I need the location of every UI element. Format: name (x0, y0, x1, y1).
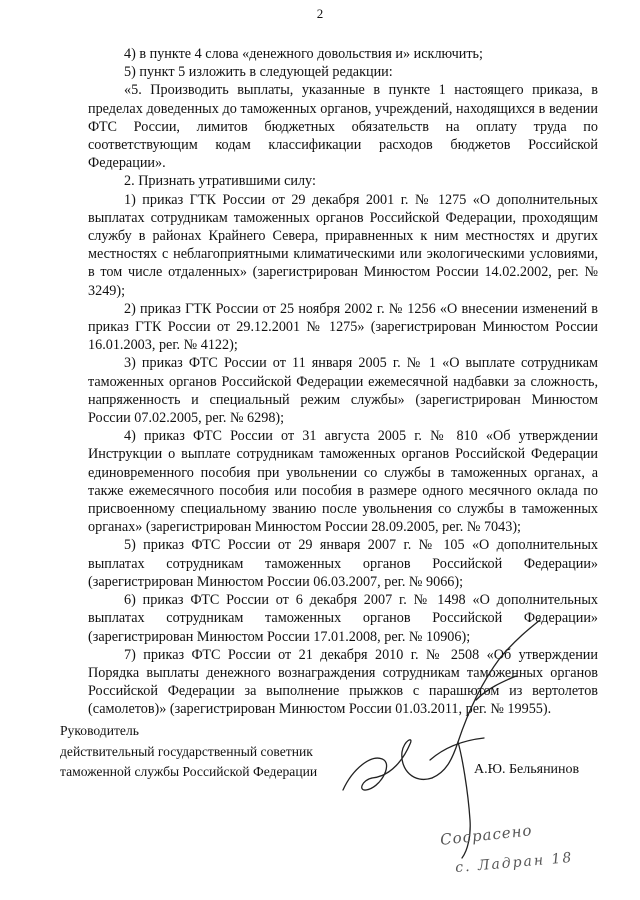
paragraph-quoted-item-5: «5. Производить выплаты, указанные в пункте 1 настоящего приказа, в пределах доведенных до таможенных органов, учреждений, находящихся в ведении ФТС России, лимитов бюджетных обязательств на оплату труда по соответствующим кодам классификации расходов бюджетов Российской Федерации». (88, 82, 598, 172)
page-number: 2 (316, 6, 324, 21)
signatory-title-line3: таможенной службы Российской Федерации (60, 764, 318, 779)
signatory-title-line1: Руководитель (60, 723, 139, 738)
paragraph-item-4: 4) в пункте 4 слова «денежного довольствия и» исключить; (124, 46, 483, 62)
paragraph-section-2: 2. Признать утратившими силу: (124, 173, 316, 190)
paragraph-order-1498: 6) приказ ФТС России от 6 декабря 2007 г. № 1498 «О дополнительных выплатах сотрудникам таможенных органов Российской Федерации» (зарегистрирован Минюстом России 17.01.2008, рег. № 10906); (88, 592, 598, 645)
signatory-title-line2: действительный государственный советник (60, 743, 313, 759)
paragraph-order-2508: 7) приказ ФТС России от 21 декабря 2010 г. № 2508 «Об утверждении Порядка выплаты денежного вознаграждения сотрудникам таможенных органов Российской Федерации за выполнение прыжков с парашютом из вертолетов (самолетов)» (зарегистрирован Минюстом России 01.03.2011, рег. № 19955). (88, 646, 598, 718)
paragraph-order-1: 3) приказ ФТС России от 11 января 2005 г. № 1 «О выплате сотрудникам таможенных органов Российской Федерации ежемесячной надбавки за сложность, напряженность и специальный режим службы» (зарегистрирован Минюстом России 07.02.2005, рег. № 6298); (88, 355, 598, 427)
paragraph-order-1256: 2) приказ ГТК России от 25 ноября 2002 г. № 1256 «О внесении изменений в приказ ГТК России от 29.12.2001 № 1275» (зарегистрирован Минюстом России 16.01.2003, рег. № 4122); (88, 300, 598, 354)
handwritten-note-line1: Сосрасено (439, 821, 534, 849)
document-body (88, 45, 598, 719)
paragraph-order-1275: 1) приказ ГТК России от 29 декабря 2001 г. № 1275 «О дополнительных выплатах сотрудникам таможенных органов Российской Федерации, проходящим службу в районах Крайнего Севера, приравненных к ним местностях и других местностях с неблагоприятными климатическими или экологическими условиями, в том числе отдаленных» (зарегистрирован Минюстом России 14.02.2002, рег. № 3249); (88, 191, 598, 299)
paragraph-item-5: 5) пункт 5 изложить в следующей редакции: (124, 64, 393, 81)
signatory-title (60, 721, 360, 783)
paragraph-order-810: 4) приказ ФТС России от 31 августа 2005 г. № 810 «Об утверждении Инструкции о выплате сотрудникам таможенных органов Российской Федерации единовременного пособия при увольнении со службы в таможенных органах, а также ежемесячного пособия или пособия в размере одного месячного оклада по присвоенному специальному званию после увольнения со службы в таможенных органах» (зарегистрирован Минюстом России 28.09.2005, рег. № 7043); (88, 428, 598, 536)
signatory-name: А.Ю. Бельянинов (474, 762, 580, 777)
paragraph-order-105: 5) приказ ФТС России от 29 января 2007 г. № 105 «О дополнительных выплатах сотрудникам таможенных органов Российской Федерации» (зарегистрирован Минюстом России 06.03.2007, рег. № 9066); (88, 537, 598, 590)
handwritten-note-line2: с. Ладран 18 (454, 849, 574, 877)
